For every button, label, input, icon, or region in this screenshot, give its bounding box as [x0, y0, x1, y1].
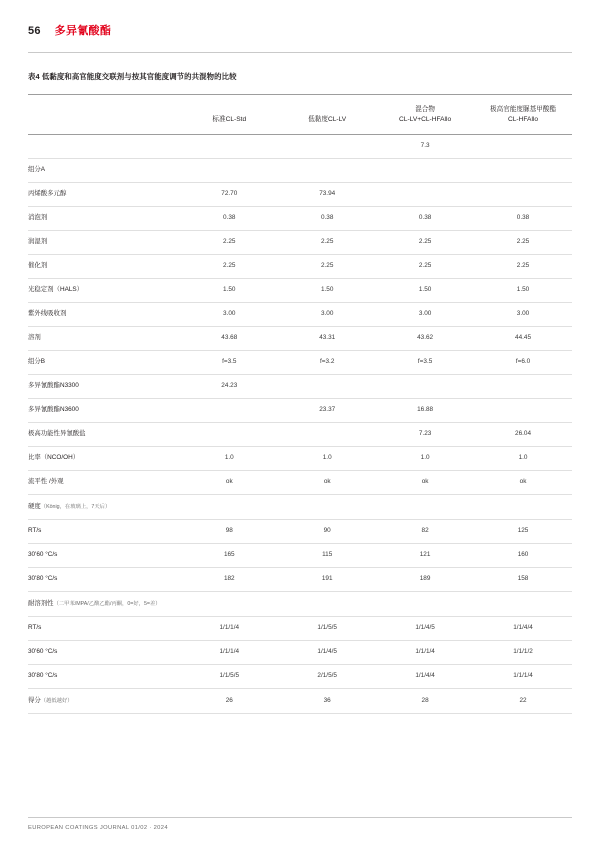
row-value: 1/1/5/5 — [278, 617, 376, 641]
table-row — [28, 592, 572, 617]
row-label: 丙烯酸多元醇 — [28, 182, 180, 206]
row-value: 1/1/4/4 — [376, 665, 474, 689]
row-value — [474, 134, 572, 158]
row-value — [180, 134, 278, 158]
column-header-1-line2: 标准CL-Std — [212, 115, 247, 123]
table-row — [28, 374, 572, 398]
row-value: 2/1/5/5 — [278, 665, 376, 689]
row-value: 125 — [474, 520, 572, 544]
row-value: 73.94 — [278, 182, 376, 206]
row-value: ok — [278, 471, 376, 495]
row-label: 组分A — [28, 158, 180, 182]
row-value — [180, 398, 278, 422]
row-value: 1.50 — [376, 278, 474, 302]
table-row — [28, 350, 572, 374]
row-value: 182 — [180, 568, 278, 592]
table-row — [28, 326, 572, 350]
row-label — [28, 495, 180, 520]
row-value — [278, 422, 376, 446]
row-label-note: （König，在玻璃上，7天后） — [40, 504, 111, 511]
table-row — [28, 471, 572, 495]
row-value — [278, 134, 376, 158]
footer-text: EUROPEAN COATINGS JOURNAL 01/02 · 2024 — [28, 825, 168, 831]
row-value — [180, 592, 278, 617]
table-row — [28, 617, 572, 641]
row-value — [474, 158, 572, 182]
row-value: 1/1/1/4 — [376, 641, 474, 665]
row-value: 1.0 — [180, 446, 278, 470]
row-label-main: 硬度 — [28, 503, 41, 511]
table-row — [28, 278, 572, 302]
table-row — [28, 446, 572, 470]
page-number: 56 — [28, 25, 41, 37]
row-label: 多异氰酸酯N3300 — [28, 374, 180, 398]
row-label: 极高功能性异氰酸盐 — [28, 422, 180, 446]
column-header-4-line2: CL-HFAllo — [508, 115, 539, 123]
row-value: ok — [180, 471, 278, 495]
row-label-main: 得分 — [28, 697, 41, 705]
column-header-3 — [376, 95, 474, 135]
row-label-main: 耐溶剂性 — [28, 600, 54, 608]
page-header — [28, 0, 572, 42]
row-value: 1/1/1/4 — [180, 641, 278, 665]
row-value: 28 — [376, 689, 474, 714]
row-label-note: （越低越好） — [40, 698, 73, 705]
row-label: 组分B — [28, 350, 180, 374]
row-value: 1/1/4/5 — [376, 617, 474, 641]
row-value: 16.88 — [376, 398, 474, 422]
row-label: 润湿剂 — [28, 230, 180, 254]
row-value: 26.04 — [474, 422, 572, 446]
row-label: 光稳定剂（HALS） — [28, 278, 180, 302]
row-value: 158 — [474, 568, 572, 592]
row-label: 消泡剂 — [28, 206, 180, 230]
table-row — [28, 544, 572, 568]
row-value — [278, 592, 376, 617]
column-header-2 — [278, 95, 376, 135]
row-label — [28, 592, 180, 617]
row-value: 2.25 — [474, 230, 572, 254]
row-value — [376, 158, 474, 182]
row-value — [376, 592, 474, 617]
table-row — [28, 302, 572, 326]
row-value: 2.25 — [180, 254, 278, 278]
row-value: f=6.0 — [474, 350, 572, 374]
header-divider — [28, 52, 572, 53]
row-label — [28, 689, 180, 714]
row-value: 72.70 — [180, 182, 278, 206]
column-header-1 — [180, 95, 278, 135]
row-value — [474, 398, 572, 422]
row-value: 2.25 — [278, 230, 376, 254]
table-row — [28, 182, 572, 206]
row-value — [376, 182, 474, 206]
row-value: 121 — [376, 544, 474, 568]
row-value: 0.38 — [376, 206, 474, 230]
row-value — [278, 374, 376, 398]
row-value: 7.23 — [376, 422, 474, 446]
row-value: ok — [474, 471, 572, 495]
row-value: 2.25 — [376, 254, 474, 278]
row-value: 1.50 — [278, 278, 376, 302]
row-value: 2.25 — [180, 230, 278, 254]
row-label-note: （二甲苯/MPA/乙酸乙酯/丙酮，0=好，5=差） — [53, 601, 161, 608]
row-label — [28, 134, 180, 158]
table-row — [28, 230, 572, 254]
row-value: 90 — [278, 520, 376, 544]
row-value: 43.62 — [376, 326, 474, 350]
row-value: f=3.5 — [376, 350, 474, 374]
page-footer — [28, 817, 572, 831]
row-value: 44.45 — [474, 326, 572, 350]
column-header-2-line2: 低黏度CL-LV — [308, 115, 347, 123]
row-value: 0.38 — [278, 206, 376, 230]
row-value — [180, 495, 278, 520]
row-value: f=3.5 — [180, 350, 278, 374]
table-row — [28, 422, 572, 446]
row-value: 0.38 — [180, 206, 278, 230]
row-value: 1.0 — [474, 446, 572, 470]
row-value — [278, 158, 376, 182]
row-value: 1/1/1/2 — [474, 641, 572, 665]
row-value: 43.31 — [278, 326, 376, 350]
table-row — [28, 254, 572, 278]
table-row — [28, 495, 572, 520]
row-value: 1.0 — [376, 446, 474, 470]
row-value: 2.25 — [474, 254, 572, 278]
row-value: 3.00 — [376, 302, 474, 326]
row-value: 1/1/1/4 — [474, 665, 572, 689]
row-value: 3.00 — [474, 302, 572, 326]
row-value: 1/1/5/5 — [180, 665, 278, 689]
row-value — [180, 422, 278, 446]
row-value: 189 — [376, 568, 474, 592]
row-value — [180, 158, 278, 182]
row-value — [376, 495, 474, 520]
column-header-3-line2: CL-LV+CL-HFAllo — [399, 115, 452, 123]
row-label: 催化剂 — [28, 254, 180, 278]
table-row — [28, 520, 572, 544]
row-value: 26 — [180, 689, 278, 714]
row-value: ok — [376, 471, 474, 495]
row-value: 115 — [278, 544, 376, 568]
row-value: 165 — [180, 544, 278, 568]
row-value: 160 — [474, 544, 572, 568]
row-value — [376, 374, 474, 398]
row-value — [474, 592, 572, 617]
row-label: 紫外线吸收剂 — [28, 302, 180, 326]
row-value: 191 — [278, 568, 376, 592]
row-value — [474, 374, 572, 398]
row-label: 30'60 °C/s — [28, 641, 180, 665]
row-label: 30'60 °C/s — [28, 544, 180, 568]
footer-divider — [28, 817, 572, 818]
row-value: 3.00 — [278, 302, 376, 326]
row-value: 22 — [474, 689, 572, 714]
row-label: 30'80 °C/s — [28, 568, 180, 592]
row-value: 3.00 — [180, 302, 278, 326]
row-label: 多异氰酸酯N3600 — [28, 398, 180, 422]
row-value: 0.38 — [474, 206, 572, 230]
table-row — [28, 206, 572, 230]
row-value: 23.37 — [278, 398, 376, 422]
row-value — [278, 495, 376, 520]
page-title: 多异氰酸酯 — [54, 25, 112, 37]
table-row — [28, 134, 572, 158]
row-value: 43.68 — [180, 326, 278, 350]
row-label: 比率（NCO/OH） — [28, 446, 180, 470]
row-label: 流平性 /外观 — [28, 471, 180, 495]
comparison-table — [28, 94, 572, 714]
row-label: RT/s — [28, 617, 180, 641]
column-header-4 — [474, 95, 572, 135]
row-value: 1/1/4/5 — [278, 641, 376, 665]
row-label: 溶剂 — [28, 326, 180, 350]
table-row — [28, 641, 572, 665]
row-value: 1/1/1/4 — [180, 617, 278, 641]
row-value — [474, 495, 572, 520]
row-value: 1.50 — [474, 278, 572, 302]
row-value: 2.25 — [376, 230, 474, 254]
table-row — [28, 568, 572, 592]
row-label: 30'80 °C/s — [28, 665, 180, 689]
row-value: 24.23 — [180, 374, 278, 398]
row-label: RT/s — [28, 520, 180, 544]
column-header-3-line1: 混合物 — [415, 106, 435, 113]
table-row — [28, 158, 572, 182]
table-row — [28, 689, 572, 714]
row-value: 7.3 — [376, 134, 474, 158]
table-row — [28, 398, 572, 422]
column-header-0 — [28, 95, 180, 135]
table-caption: 表4 低黏度和高官能度交联剂与按其官能度调节的共混物的比较 — [28, 72, 237, 81]
row-value: 2.25 — [278, 254, 376, 278]
row-value: 1.0 — [278, 446, 376, 470]
row-value: 36 — [278, 689, 376, 714]
table-head — [28, 95, 572, 135]
column-header-4-line1: 极高官能度脲基甲酸酯 — [490, 106, 556, 113]
row-value: 1/1/4/4 — [474, 617, 572, 641]
row-value — [474, 182, 572, 206]
row-value: 1.50 — [180, 278, 278, 302]
row-value: 82 — [376, 520, 474, 544]
table-body — [28, 134, 572, 713]
row-value: f=3.2 — [278, 350, 376, 374]
row-value: 98 — [180, 520, 278, 544]
table-row — [28, 665, 572, 689]
